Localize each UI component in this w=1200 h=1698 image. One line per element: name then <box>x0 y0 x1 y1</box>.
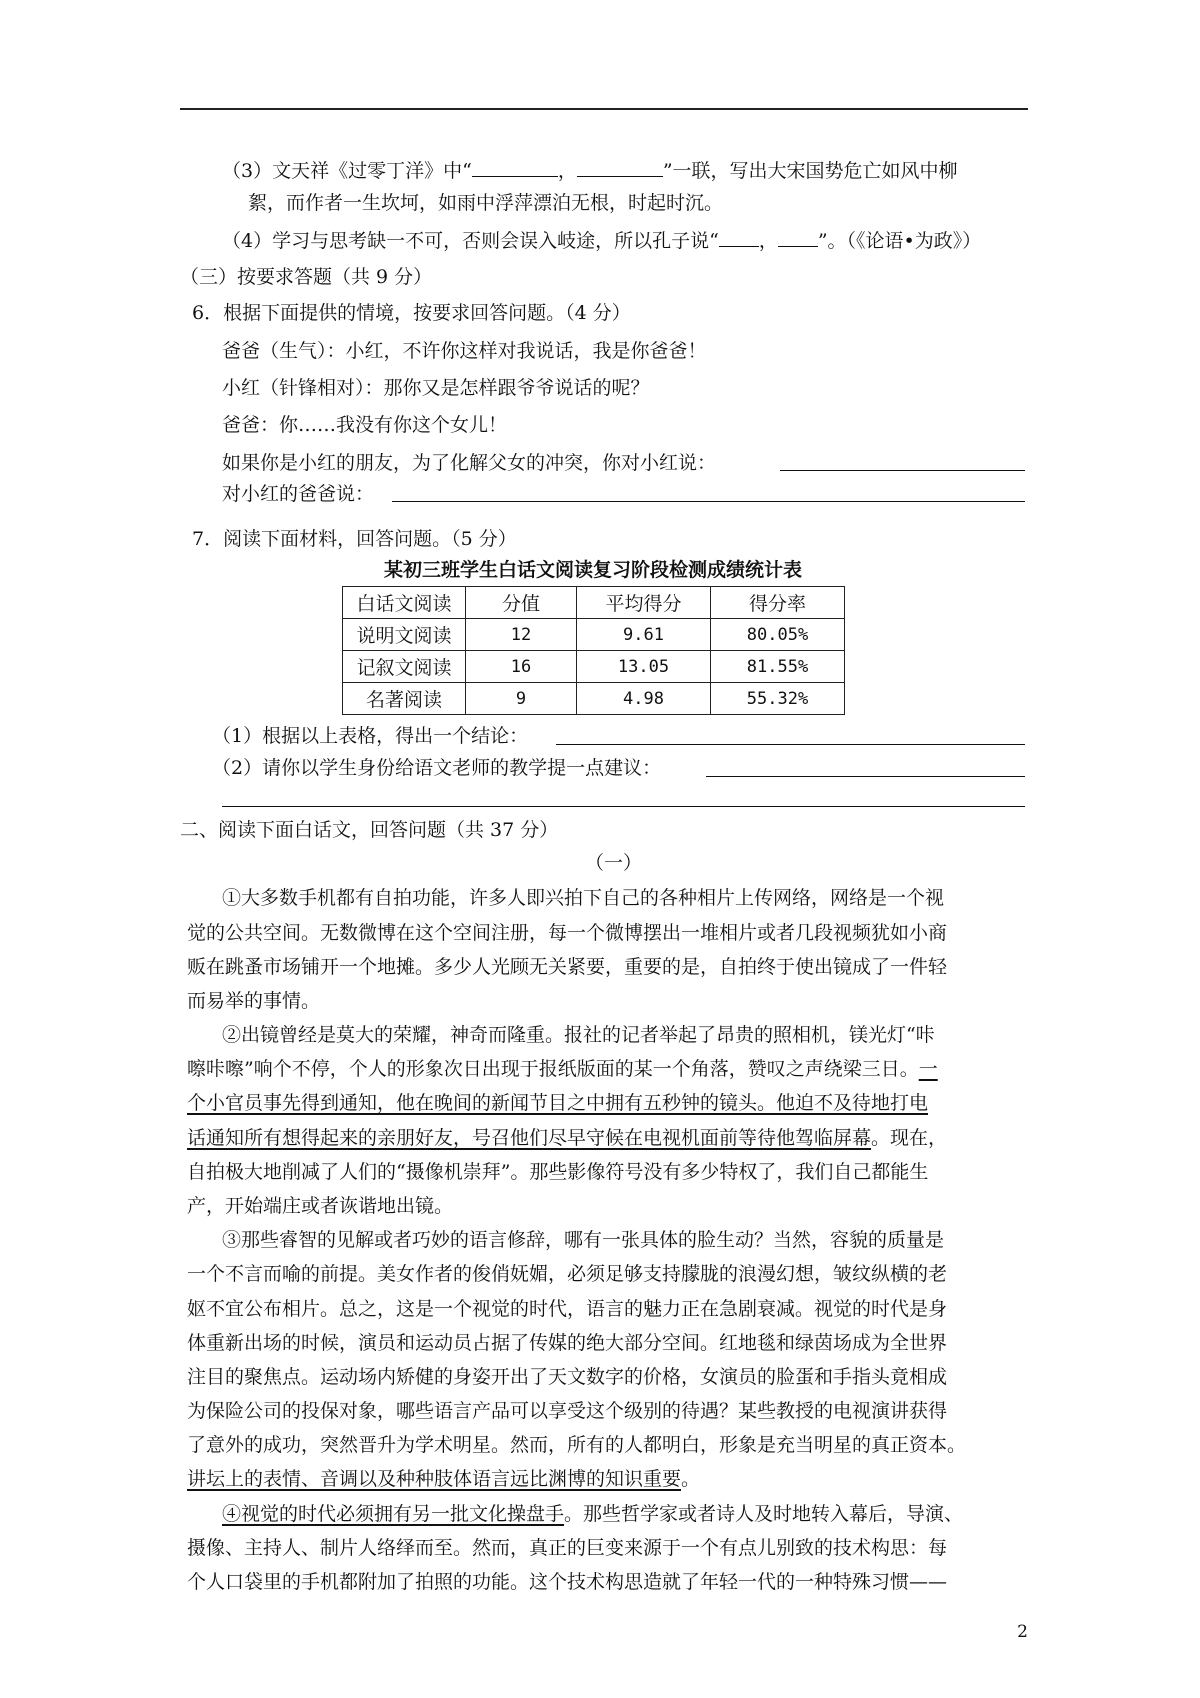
table-cell: 9.61 <box>577 619 711 651</box>
passage-line: 贩在跳蚤市场铺开一个地摊。多少人光顾无关紧要，重要的是，自拍终于使出镜成了一件轻 <box>187 956 948 978</box>
answer-blank[interactable] <box>778 228 818 247</box>
passage-line <box>187 1467 700 1491</box>
table-header-row <box>343 587 845 619</box>
q7-sub-2: （2）请你以学生身份给语文老师的教学提一点建议： <box>212 757 662 779</box>
q5-item3-text-c: ”一联，写出大宋国势危亡如风中柳 <box>662 160 958 182</box>
section3-heading: （三）按要求答题（共 9 分） <box>180 266 433 288</box>
table-cell: 16 <box>466 651 577 683</box>
table-cell: 55.32% <box>711 683 845 715</box>
passage-line: 体重新出场的时候，演员和运动员占据了传媒的绝大部分空间。红地毯和绿茵场成为全世界 <box>187 1332 948 1354</box>
q5-item3-line1 <box>222 158 958 183</box>
q6-prompt: 6．根据下面提供的情境，按要求回答问题。（4 分） <box>192 302 631 324</box>
table-cell: 12 <box>466 619 577 651</box>
q6-answer-line-2[interactable] <box>392 501 1025 502</box>
answer-blank[interactable] <box>577 158 663 177</box>
table-row <box>343 619 845 651</box>
answer-blank[interactable] <box>719 228 759 247</box>
passage-line: 摄像、主持人、制片人络绎而至。然而，真正的巨变来源于一个有点儿别致的技术构思：每 <box>187 1537 948 1559</box>
score-table <box>342 586 845 715</box>
header-cell: 分值 <box>466 587 577 619</box>
passage-line: 一个不言而喻的前提。美女作者的俊俏妩媚，必须足够支持朦胧的浪漫幻想，皱纹纵横的老 <box>187 1263 948 1285</box>
q5-item4-text-c: ”。（《论语•为政》） <box>817 230 982 252</box>
table-cell: 13.05 <box>577 651 711 683</box>
header-cell: 得分率 <box>711 587 845 619</box>
passage-line: ②出镜曾经是莫大的荣耀，神奇而隆重。报社的记者举起了昂贵的照相机，镁光灯“咔 <box>222 1024 935 1046</box>
q6-ask-1: 如果你是小红的朋友，为了化解父女的冲突，你对小红说： <box>222 452 717 474</box>
q7-answer-line-1[interactable] <box>556 744 1025 745</box>
q7-answer-line-2[interactable] <box>706 776 1025 777</box>
table-row <box>343 683 845 715</box>
underlined-text: 一 <box>918 1058 938 1080</box>
q6-dialog-3: 爸爸：你……我没有你这个女儿！ <box>222 414 508 436</box>
header-cell: 白话文阅读 <box>343 587 466 619</box>
passage-line <box>222 1502 963 1526</box>
header-cell: 平均得分 <box>577 587 711 619</box>
passage-line: 注目的聚焦点。运动场内矫健的身姿开出了天文数字的价格，女演员的脸蛋和手指头竟相成 <box>187 1366 948 1388</box>
passage-line: 个人口袋里的手机都附加了拍照的功能。这个技术构思造就了年轻一代的一种特殊习惯—— <box>187 1571 948 1593</box>
underlined-passage-line: 个小官员事先得到通知，他在晚间的新闻节目之中拥有五秒钟的镜头。他迫不及待地打电 <box>187 1092 929 1114</box>
table-row <box>343 651 845 683</box>
underlined-text: ④视觉的时代必须拥有另一批文化操盘手 <box>222 1503 565 1525</box>
q6-ask-2: 对小红的爸爸说： <box>222 483 375 505</box>
q6-answer-line-1[interactable] <box>780 470 1025 471</box>
q7-prompt: 7．阅读下面材料，回答问题。（5 分） <box>192 528 517 550</box>
passage-line: 妪不宜公布相片。总之，这是一个视觉的时代，语言的魅力正在急剧衰减。视觉的时代是身 <box>187 1298 948 1320</box>
q5-item3-text-b: ， <box>557 160 577 182</box>
passage-line: 了意外的成功，突然晋升为学术明星。然而，所有的人都明白，形象是充当明星的真正资本。 <box>187 1434 967 1456</box>
passage-line: 而易举的事情。 <box>187 990 321 1012</box>
q5-item4 <box>222 228 981 253</box>
q7-sub-1: （1）根据以上表格，得出一个结论： <box>212 725 529 747</box>
passage-line: 觉的公共空间。无数微博在这个空间注册，每一个微博摆出一堆相片或者几段视频犹如小商 <box>187 922 948 944</box>
passage-line: ③那些睿智的见解或者巧妙的语言修辞，哪有一张具体的脸生动？当然，容貌的质量是 <box>222 1229 945 1251</box>
answer-blank[interactable] <box>472 158 558 177</box>
table-cell: 说明文阅读 <box>343 619 466 651</box>
header-rule <box>180 108 1028 110</box>
passage-text: 。那些哲学家或者诗人及时地转入幕后，导演、 <box>564 1503 964 1525</box>
underlined-text: 话通知所有想得起来的亲朋好友，号召他们尽早守候在电视机面前等待他驾临屏幕 <box>187 1127 872 1149</box>
passage-text: 嚓咔嚓”响个不停，个人的形象次日出现于报纸版面的某一个角落，赞叹之声绕梁三日。 <box>187 1058 919 1080</box>
table-title: 某初三班学生白话文阅读复习阶段检测成绩统计表 <box>384 559 803 581</box>
table-cell: 4.98 <box>577 683 711 715</box>
q5-item3-text-a: （3）文天祥《过零丁洋》中“ <box>222 160 472 182</box>
passage-number: （一） <box>585 852 643 874</box>
passage-line: ①大多数手机都有自拍功能，许多人即兴拍下自己的各种相片上传网络，网络是一个视 <box>222 887 945 909</box>
underlined-text: 讲坛上的表情、音调以及种种肢体语言远比渊博的知识重要 <box>187 1468 682 1490</box>
q6-dialog-2: 小红（针锋相对）：那你又是怎样跟爷爷说话的呢？ <box>222 377 650 399</box>
table-cell: 记叙文阅读 <box>343 651 466 683</box>
table-cell: 80.05% <box>711 619 845 651</box>
q6-dialog-1: 爸爸（生气）：小红，不许你这样对我说话，我是你爸爸！ <box>222 340 707 362</box>
table-cell: 81.55% <box>711 651 845 683</box>
q7-answer-line-3[interactable] <box>222 806 1025 807</box>
page-number: 2 <box>1017 1622 1028 1642</box>
passage-line <box>187 1126 947 1150</box>
table-cell: 名著阅读 <box>343 683 466 715</box>
q5-item3-line2: 絮，而作者一生坎坷，如雨中浮萍漂泊无根，时起时沉。 <box>248 192 724 214</box>
passage-line: 自拍极大地削减了人们的“摄像机崇拜”。那些影像符号没有多少特权了，我们自己都能生 <box>187 1161 929 1183</box>
passage-line: 为保险公司的投保对象，哪些语言产品可以享受这个级别的待遇？某些教授的电视演讲获得 <box>187 1400 948 1422</box>
part2-heading: 二、阅读下面白话文，回答问题（共 37 分） <box>180 819 559 841</box>
passage-line <box>187 1057 938 1081</box>
q5-item4-text-b: ， <box>758 230 778 252</box>
passage-text: 。现在， <box>871 1127 948 1149</box>
passage-line: 产，开始端庄或者诙谐地出镜。 <box>187 1195 454 1217</box>
q5-item4-text-a: （4）学习与思考缺一不可，否则会误入岐途，所以孔子说“ <box>222 230 719 252</box>
passage-text: 。 <box>681 1468 701 1490</box>
table-cell: 9 <box>466 683 577 715</box>
